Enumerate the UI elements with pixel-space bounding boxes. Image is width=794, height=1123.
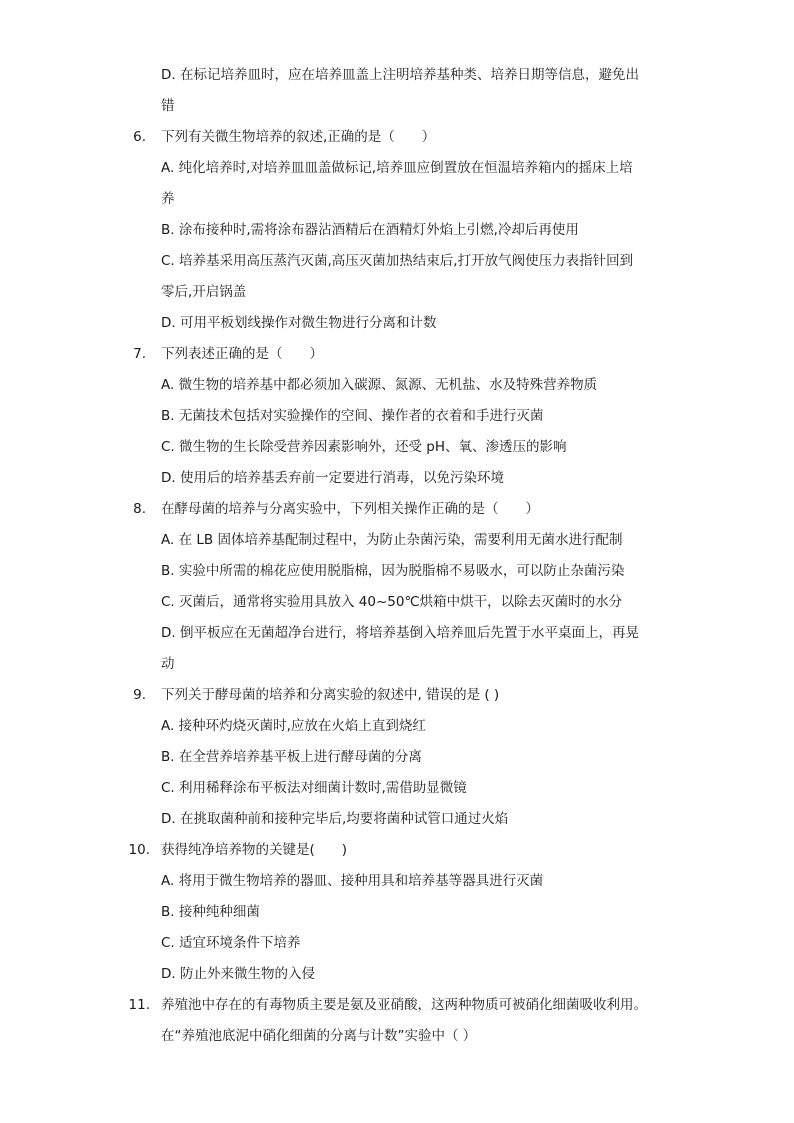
question-stem-continued: 在“养殖池底泥中硝化细菌的分离与计数”实验中（ ）: [161, 1028, 477, 1044]
option-d-text: D. 防止外来微生物的入侵: [161, 966, 315, 982]
option-c-text: C. 微生物的生长除受营养因素影响外，还受 pH、氧、渗透压的影响: [161, 439, 567, 455]
question-stem: 在酵母菌的培养与分离实验中，下列相关操作正确的是（ ）: [161, 501, 539, 517]
option-d-text: D. 倒平板应在无菌超净台进行，将培养基倒入培养皿后先置于水平桌面上，再晃: [161, 625, 639, 641]
option-b-text: B. 实验中所需的棉花应使用脱脂棉，因为脱脂棉不易吸水，可以防止杂菌污染: [161, 563, 625, 579]
option-d-text: D. 可用平板划线操作对微生物进行分离和计数: [161, 315, 437, 331]
option-d-text-continued: 错: [161, 98, 175, 114]
question-number: 11.: [128, 997, 150, 1013]
question-stem: 下列关于酵母菌的培养和分离实验的叙述中, 错误的是 ( ): [161, 687, 500, 703]
option-c-text: C. 培养基采用高压蒸汽灭菌,高压灭菌加热结束后,打开放气阀使压力表指针回到: [161, 253, 634, 269]
question-number: 8.: [133, 501, 146, 517]
option-a-text: A. 纯化培养时,对培养皿皿盖做标记,培养皿应倒置放在恒温培养箱内的摇床上培: [161, 160, 633, 176]
option-c-text: C. 利用稀释涂布平板法对细菌计数时,需借助显微镜: [161, 780, 467, 796]
option-d-text-continued: 动: [161, 656, 175, 672]
question-number: 7.: [133, 346, 146, 362]
question-number: 9.: [133, 687, 146, 703]
option-b-text: B. 接种纯种细菌: [161, 904, 260, 920]
question-number: 6.: [133, 129, 146, 145]
option-a-text-continued: 养: [161, 191, 175, 207]
question-stem: 养殖池中存在的有毒物质主要是氨及亚硝酸，这两种物质可被硝化细菌吸收利用。: [161, 997, 647, 1013]
option-d-text: D. 在标记培养皿时，应在培养皿盖上注明培养基种类、培养日期等信息，避免出: [161, 67, 639, 83]
option-c-text: C. 适宜环境条件下培养: [161, 935, 301, 951]
option-a-text: A. 将用于微生物培养的器皿、接种用具和培养基等器具进行灭菌: [161, 873, 544, 889]
question-stem: 获得纯净培养物的关键是( ): [161, 842, 348, 858]
question-number: 10.: [128, 842, 150, 858]
option-b-text: B. 涂布接种时,需将涂布器沾酒精后在酒精灯外焰上引燃,冷却后再使用: [161, 222, 579, 238]
option-d-text: D. 使用后的培养基丢弃前一定要进行消毒，以免污染环境: [161, 470, 504, 486]
option-a-text: A. 接种环灼烧灭菌时,应放在火焰上直到烧红: [161, 718, 426, 734]
question-stem: 下列有关微生物培养的叙述,正确的是（ ）: [161, 129, 436, 145]
option-c-text: C. 灭菌后，通常将实验用具放入 40~50℃烘箱中烘干，以除去灭菌时的水分: [161, 594, 623, 610]
question-stem: 下列表述正确的是（ ）: [161, 346, 323, 362]
option-d-text: D. 在挑取菌种前和接种完毕后,均要将菌种试管口通过火焰: [161, 811, 509, 827]
option-a-text: A. 微生物的培养基中都必须加入碳源、氮源、无机盐、水及特殊营养物质: [161, 377, 598, 393]
option-a-text: A. 在 LB 固体培养基配制过程中，为防止杂菌污染，需要利用无菌水进行配制: [161, 532, 623, 548]
option-b-text: B. 在全营养培养基平板上进行酵母菌的分离: [161, 749, 422, 765]
option-b-text: B. 无菌技术包括对实验操作的空间、操作者的衣着和手进行灭菌: [161, 408, 544, 424]
option-c-text-continued: 零后,开启锅盖: [161, 284, 247, 300]
